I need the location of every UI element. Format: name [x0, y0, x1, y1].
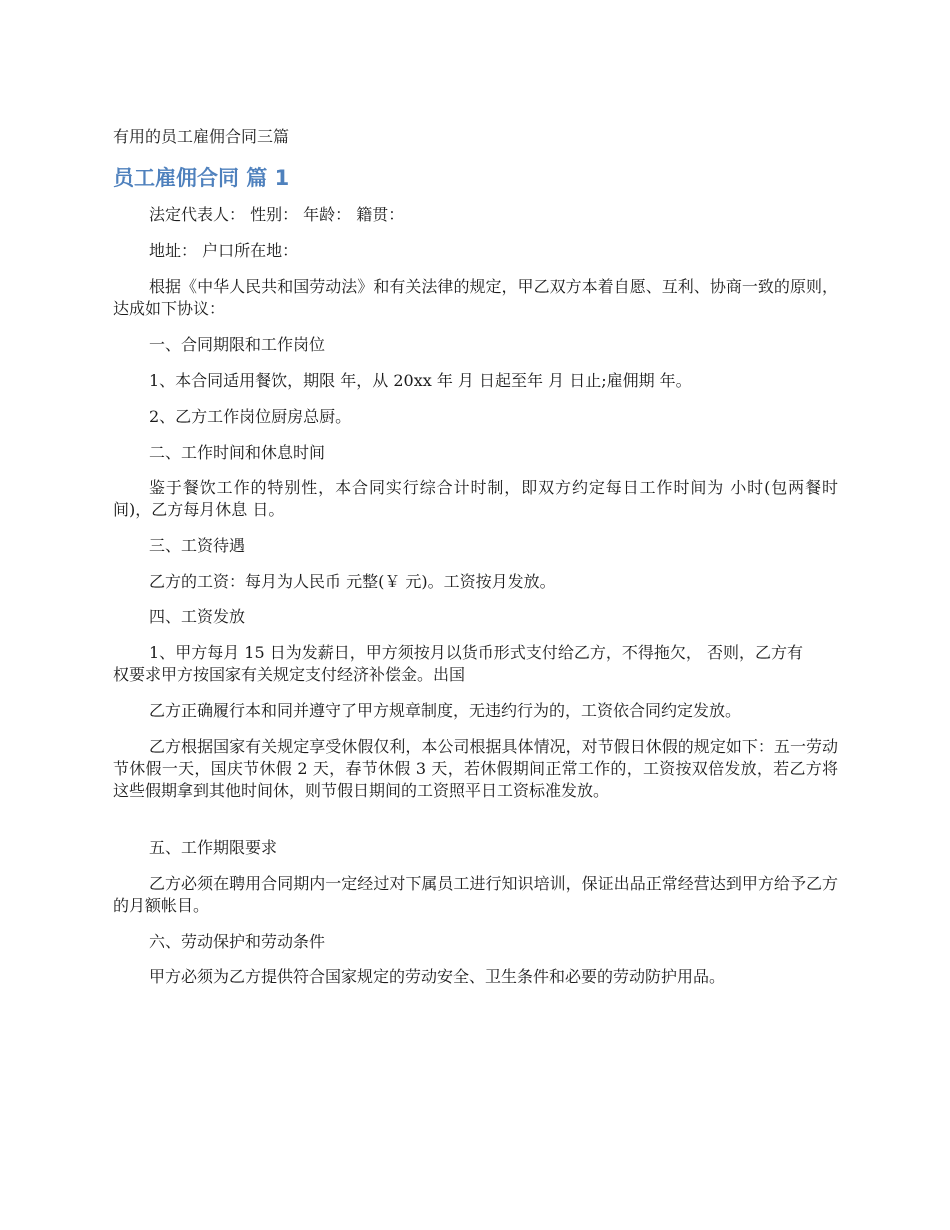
paragraph-clause-2-heading: 二、工作时间和休息时间 [149, 443, 326, 462]
paragraph-clause-4-2: 乙方正确履行本和同并遵守了甲方规章制度，无违约行为的，工资依合同约定发放。 [149, 701, 742, 720]
paragraph-clause-4-heading: 四、工资发放 [149, 607, 246, 626]
paragraph-clause-3-heading: 三、工资待遇 [149, 536, 246, 555]
paragraph-clause-1-heading: 一、合同期限和工作岗位 [149, 335, 326, 354]
paragraph-clause-4-1: 1、甲方每月 15 日为发薪日，甲方须按月以货币形式支付给乙方，不得拖欠， 否则，乙方有权要求甲方按国家有关规定支付经济补偿金。出国 [113, 643, 803, 684]
paragraph-clause-4-3: 乙方根据国家有关规定享受休假仅利，本公司根据具体情况，对节假日休假的规定如下：五一劳动节休假一天，国庆节休假 2 天，春节休假 3 天，若休假期间正常工作的，工资按双倍发放，若乙方将这些假期拿到其他时间休，则节假日期间的工资照平日工资标准发放。 [113, 737, 838, 800]
paragraph-clause-1-1: 1、本合同适用餐饮，期限 年，从 20xx 年 月 日起至年 月 日止;雇佣期 年。 [149, 371, 692, 390]
paragraph-clause-2-body: 鉴于餐饮工作的特别性，本合同实行综合计时制，即双方约定每日工作时间为 小时(包两餐时间)，乙方每月休息 日。 [113, 478, 838, 519]
section-heading: 员工雇佣合同 篇 1 [113, 166, 290, 190]
paragraph-clause-6-heading: 六、劳动保护和劳动条件 [149, 932, 326, 951]
paragraph-clause-5-heading: 五、工作期限要求 [149, 838, 278, 857]
paragraph-clause-6-body: 甲方必须为乙方提供符合国家规定的劳动安全、卫生条件和必要的劳动防护用品。 [149, 967, 726, 986]
paragraph-preamble: 根据《中华人民共和国劳动法》和有关法律的规定，甲乙双方本着自愿、互利、协商一致的原则，达成如下协议： [113, 277, 838, 318]
paragraph-address: 地址： 户口所在地： [149, 241, 299, 260]
paragraph-representative: 法定代表人： 性别： 年龄： 籍贯： [149, 205, 405, 224]
document-title: 有用的员工雇佣合同三篇 [113, 127, 290, 146]
paragraph-clause-1-2: 2、乙方工作岗位厨房总厨。 [149, 407, 352, 426]
paragraph-clause-3-body: 乙方的工资：每月为人民币 元整(￥ 元)。工资按月发放。 [149, 572, 556, 591]
paragraph-clause-5-body: 乙方必须在聘用合同期内一定经过对下属员工进行知识培训，保证出品正常经营达到甲方给予乙方的月额帐目。 [113, 874, 838, 915]
